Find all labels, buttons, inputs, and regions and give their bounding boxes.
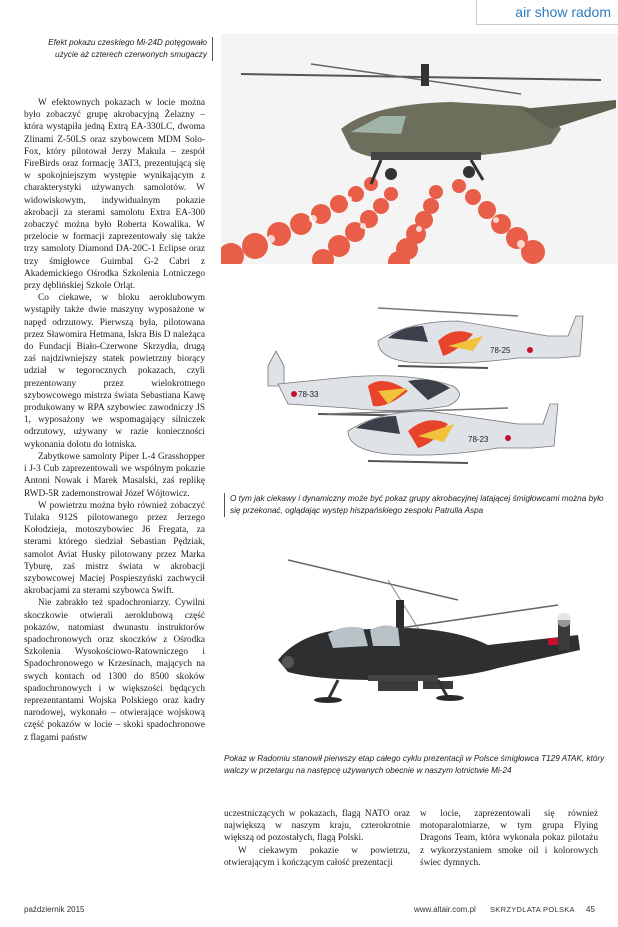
issue-date: październik 2015 bbox=[24, 905, 85, 914]
caption-patrulla-aspa: O tym jak ciekawy i dynamiczny może być pokaz grupy akrobacyjnej latającej śmigłowcami można było się przekonać, oglądając występ hiszpańskiego zespołu Patrulla Aspa bbox=[224, 493, 605, 517]
article-right-column bbox=[420, 808, 598, 884]
paragraph: uczestniczących w pokazach, flagą NATO oraz największą w naszym kraju, czterokrotnie większą od pozostałych, flagą Polski. bbox=[224, 809, 410, 844]
caption-mi24: Efekt pokazu czeskiego Mi-24D potęgowało użycie aż czterech czerwonych smugaczy bbox=[24, 37, 213, 61]
mi24-photo bbox=[221, 34, 618, 264]
page-number: 45 bbox=[586, 905, 595, 914]
header-tab bbox=[476, 0, 618, 25]
t129-photo bbox=[258, 550, 608, 740]
paragraph: Nie zabrakło też spadochroniarzy. Cywilni skoczkowie otwierali aeroklubową część pokazów, natomiast dwunastu instruktorów spadochronowych oraz skoczków z Ośrodka Szkolenia Wysokościowo-Ratowniczego i Spadochronowego w Krzesinach, mających na swych kontach od 1300 do 8500 skoków spadochronowych i w większości będących reprezentantami Wojska Polskiego oraz kadry narodowej, wykonało – otwierające wojskową część pokazów w locie – skoki spadochronowe z flagami państw bbox=[24, 598, 205, 743]
paragraph: W ciekawym pokazie w powietrzu, otwierającym i kończącym całość prezentacji bbox=[224, 845, 410, 868]
patrulla-aspa-photo bbox=[258, 296, 588, 486]
section-title: air show radom bbox=[515, 4, 611, 20]
paragraph: w locie, zaprezentowali się również motoparalotniarze, w tym grupa Flying Dragons Team, która wykonała pokaz pilotażu z wykorzystaniem smoke oil i kolorowych świec dymnych. bbox=[420, 809, 598, 868]
heli-left-marking: 78-33 bbox=[298, 390, 319, 399]
article-middle-column bbox=[224, 808, 410, 884]
paragraph: W efektownych pokazach w locie można było zobaczyć grupę akrobacyjną Żelazny – która wystąpiła jedną Extrą EA-330LC, dwoma Zlinami Z-50LS oraz szybowcem MDM Solo-Fox, który pilotował Jerzy Makula – zespół FireBirds oraz formację 3AT3, prezentującą się w spokojniejszym występie wynikającym z charakterystyki używanych samolotów. W widowiskowym, indywidualnym pokazie akrobacji za sterami samolotu Extra EA-300 zobaczyć można było Roberta Kowalika. W przelocie w formacji zaprezentowały się także trzy samoloty Diamond DA-20C-1 Eclipse oraz trzy śmigłowce Guimbal G-2 Cabri z Akademickiego Ośrodka Szkolenia Lotniczego przy dęblińskiej Szkole Orląt. bbox=[24, 98, 205, 292]
paragraph: W powietrzu można było również zobaczyć Tulaka 912S pilotowanego przez Jerzego Kołodzieja, motoszybowiec J6 Fregata, za sterami którego siedział Sebastian Pędziak, samolot Aviat Husky pilotowany przez Marka Tyburę, zaś mistrz świata w akrobacji szybowcowej Maciej Pospieszyński zachwycił akrobacjami za sterami szybowca Swift. bbox=[24, 500, 205, 597]
paragraph: Co ciekawe, w bloku aeroklubowym wystąpiły także dwie maszyny wyposażone w napęd odrzutowy. Pierwszą była, pilotowana przez Sławomira Hetmana, Iskra Bis D należąca do Fundacji Biało-Czerwone Skrzydła, drugą zaś najdziwniejszy statek powietrzny biorący udział w tegorocznych pokazach, czyli prezentowany przez wielokrotnego szybowcowego mistrza świata Sebastiana Kawę produkowany w RPA szybowiec zawodniczy JS 1, wyposażony we wspomagający silniczek odrzutowy, używany w razie konieczności wykonania dolotu do lotniska. bbox=[24, 293, 205, 450]
magazine-name: SKRZYDLATA POLSKA bbox=[490, 905, 575, 914]
article-left-column bbox=[24, 97, 205, 882]
caption-t129: Pokaz w Radomiu stanowił pierwszy etap całego cyklu prezentacji w Polsce śmigłowca T129 ATAK, który walczy w przetargu na następcę używanych obecnie w naszym lotnictwie Mi-24 bbox=[224, 754, 605, 775]
heli-bottom-marking: 78-23 bbox=[468, 435, 489, 444]
paragraph: Zabytkowe samoloty Piper L-4 Grasshopper i J-3 Cub zaprezentowali we wspólnym pokazie Antoni Nowak i Marek Masalski, zaś replikę RWD-5R zademonstrował Józef Wójtowicz. bbox=[24, 451, 205, 499]
website-link[interactable]: www.altair.com.pl bbox=[414, 905, 476, 914]
heli-top-marking: 78-25 bbox=[490, 346, 511, 355]
